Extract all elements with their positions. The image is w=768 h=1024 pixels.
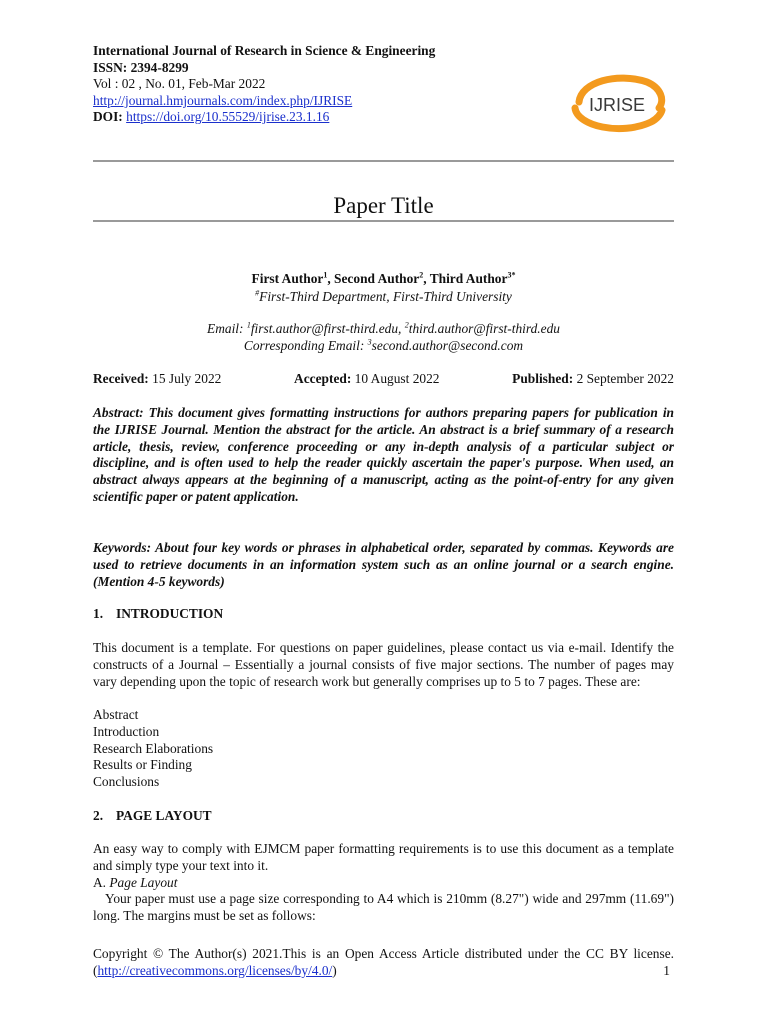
logo-text: IJRISE <box>588 95 646 115</box>
author-3: , Third Author <box>423 271 508 286</box>
section-list <box>93 707 213 791</box>
abstract: Abstract: This document gives formatting instructions for authors preparing papers for publication in the IJRISE Journal. Mention the abstract for the article. An abstract is a brief summary of a research article, thesis, review, conference proceeding or any in-depth analysis of a particular subject or discipline, and is often used to help the reader quickly ascertain the paper's purpose. When used, an abstract always appears at the beginning of a manuscript, acting as the point-of-entry for any given scientific paper or patent application. <box>93 405 674 504</box>
journal-header <box>93 43 533 126</box>
section-2-title: PAGE LAYOUT <box>116 808 212 823</box>
list-item: Results or Finding <box>93 757 192 773</box>
list-item: Abstract <box>93 707 139 722</box>
list-item: Introduction <box>93 723 160 739</box>
subsection-heading: A. Page Layout <box>93 874 178 890</box>
ijrise-logo <box>565 74 669 134</box>
copyright-footer: Copyright © The Author(s) 2021.This is an Open Access Article distributed under the CC BY license. (http://creativecommons.org/licenses/by/4.0/) <box>93 946 674 978</box>
doi-label: DOI: <box>93 109 123 125</box>
corresponding-email: second.author@second.com <box>371 338 524 353</box>
list-item: Conclusions <box>93 774 160 790</box>
email-label: Email: <box>207 321 247 336</box>
page-layout-body: Your paper must use a page size corresponding to A4 which is 210mm (8.27") wide and 297mm (11.69") long. The margins must be set as follows: <box>93 891 674 924</box>
page-number: 1 <box>663 963 670 978</box>
email-2: third.author@first-third.edu <box>408 321 560 336</box>
publication-dates <box>93 371 674 387</box>
journal-name: International Journal of Research in Science & Engineering <box>93 43 436 58</box>
list-item: Research Elaborations <box>93 740 214 756</box>
section-1-title: INTRODUCTION <box>116 606 224 621</box>
section-1-number: 1. <box>93 606 104 621</box>
section-2-heading <box>93 808 212 824</box>
corresponding-sup: 3 <box>367 337 372 347</box>
journal-url-link[interactable]: http://journal.hmjournals.com/index.php/IJRISE <box>93 92 353 108</box>
email-1: first.author@first-third.edu, <box>250 321 405 336</box>
affiliation-sup: # <box>255 288 260 298</box>
title-rule <box>93 220 674 222</box>
page-layout-text <box>93 841 674 925</box>
page-layout-intro: An easy way to comply with EJMCM paper formatting requirements is to use this document as a template and simply type your text into it. <box>93 841 674 873</box>
section-1-heading <box>93 606 223 622</box>
author-1: First Author <box>251 271 324 286</box>
author-1-sup: 1 <box>323 270 328 280</box>
paper-page <box>93 0 674 1024</box>
affiliation <box>93 288 674 305</box>
keywords: Keywords: About four key words or phrases in alphabetical order, separated by commas. Keywords are used to retrieve documents in an information system such as an online journal or a search engine. (Mention 4-5 keywords) <box>93 540 674 589</box>
copyright-text: Copyright © The Author(s) 2021.This is an Open Access Article distributed under the CC BY license. ( <box>93 946 674 978</box>
email-2-sup: 2 <box>404 320 409 330</box>
author-list <box>93 270 674 287</box>
corresponding-label: Corresponding Email: <box>243 338 368 353</box>
author-2: , Second Author <box>327 271 420 286</box>
paper-title: Paper Title <box>333 193 434 218</box>
issn: ISSN: 2394-8299 <box>93 59 189 75</box>
published-date: Published: 2 September 2022 <box>512 371 674 386</box>
license-link[interactable]: http://creativecommons.org/licenses/by/4.0/ <box>97 962 333 978</box>
author-2-sup: 2 <box>419 270 424 280</box>
author-3-sup: 3* <box>507 270 516 280</box>
email-1-sup: 1 <box>246 320 251 330</box>
introduction-text: This document is a template. For questions on paper guidelines, please contact us via e-mail. Identify the constructs of a Journal – Essentially a journal consists of five major sections. The number of pages may vary depending upon the topic of research work but generally comprises up to 5 to 7 pages. These are: <box>93 640 674 689</box>
header-rule <box>93 160 674 162</box>
volume-info: Vol : 02 , No. 01, Feb-Mar 2022 <box>93 76 266 92</box>
accepted-date: Accepted: 10 August 2022 <box>294 371 440 386</box>
doi-link[interactable]: https://doi.org/10.55529/ijrise.23.1.16 <box>126 109 330 125</box>
section-2-number: 2. <box>93 808 104 823</box>
received-date: Received: 15 July 2022 <box>93 371 222 386</box>
affiliation-text: First-Third Department, First-Third University <box>259 289 512 304</box>
emails <box>93 320 674 354</box>
